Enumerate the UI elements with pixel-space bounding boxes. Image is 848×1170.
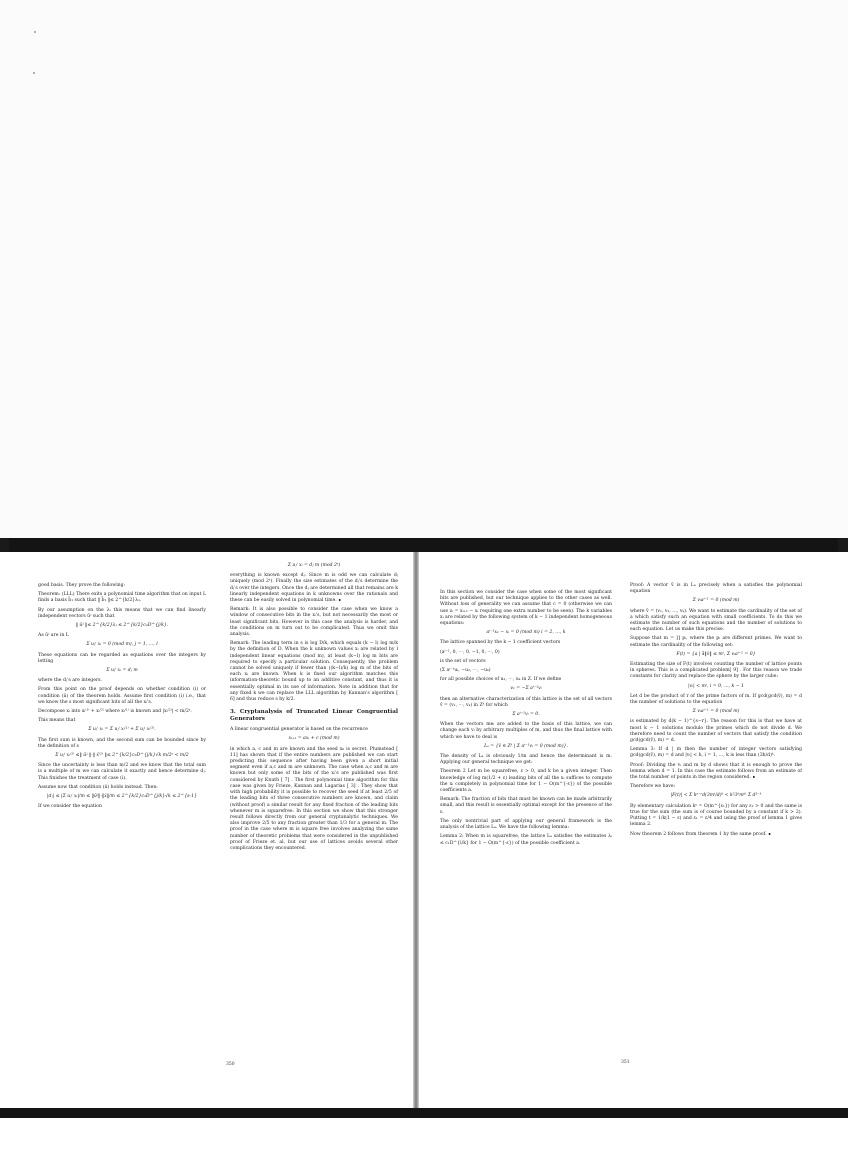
paragraph: everything is known except dⱼ. Since m is odd we can calculate dⱼ uniquely (mod 2ˢ). Finally the size estimates of the dⱼ's determine the dⱼ's over the integers. Once the dⱼ are determined all that remains are k linearly independent equations in k unknowns over the rationals and these can be easily solved in polynomial time. ∎ xyxy=(230,573,398,604)
paragraph: |dⱼ| ≤ |Σ uⱼⁱ xᵢ|/m ≤ ‖ūʲ‖·‖x̄‖/m ≤ 2^{k/2}c₂D^{j/k}√k ≤ 2^{s-1} xyxy=(47,794,197,800)
paragraph: (Σ aⁱ⁻¹uᵢ, −u₂, ⋯, −uₖ) xyxy=(440,668,491,674)
paragraph: |vᵢ| < mᵗ, i = 0, …, k − 1 xyxy=(688,683,744,689)
paragraph: The only nontrivial part of applying our general framework is the analysis of the lattice Lₐ. We have the following lemma: xyxy=(440,818,612,831)
paragraph: is estimated by d(k − 1)^{s−r}. The reason for this is that we have at most k − 1 solutions modulo the primes which do not divide d. We therefore need to count the number of vectors that satisfy the condition gcd(gcd(v̄), m) = d. xyxy=(630,719,802,744)
paragraph: Proof: Dividing the vᵢ and m by d shows that it is enough to prove the lemma when d = 1. In this case the estimate follows from an estimate of the total number of points in the region considered. ∎ xyxy=(630,762,802,781)
right-page-column-2 xyxy=(630,583,802,841)
scan-speck xyxy=(34,31,36,33)
paragraph: The lattice spanned by the k − 1 coefficient vectors xyxy=(440,640,561,646)
paragraph: (aⁱ⁻¹, 0, ⋯, 0, −1, 0, ⋯, 0) xyxy=(440,649,500,655)
paragraph: Therefore we have: xyxy=(630,784,676,790)
paragraph: If we consider the equation xyxy=(38,804,102,810)
paragraph: is the set of vectors xyxy=(440,658,486,664)
right-page-number: 351 xyxy=(621,1060,630,1065)
paragraph: This means that xyxy=(38,718,76,724)
paragraph: where v̄ = (v₁, v₂, …, vₖ). We want to estimate the cardinality of the set of a which satisfy such an equation with small coefficients. To do this we estimate the number of such equations and the number of solutions to each equation. Let us make this precise. xyxy=(630,608,802,633)
paragraph: then an alternative characterization of this lattice is the set of all vectors v̄ = (v₁, ⋯, vₖ) in Zᵏ for which xyxy=(440,696,612,708)
paragraph: The density of Lₐ is obviously 1/m and hence the determinant is m. Applying our general technique we get: xyxy=(440,754,612,766)
paragraph: From this point on the proof depends on whether condition (i) or condition (ii) of the theorem holds. Assume first condition (i) i.e., that we know the s most significant bits of all the xᵢ's. xyxy=(38,687,206,705)
scan-border-bottom xyxy=(0,1108,848,1118)
paragraph: Decompose xᵢ into xᵢ⁽¹⁾ + xᵢ⁽²⁾ where xᵢ⁽¹⁾ is known and |xᵢ⁽²⁾| < m/2ˢ. xyxy=(38,709,192,715)
blank-scan-bottom xyxy=(0,1118,848,1170)
paragraph: Let d be the product of r of the prime factors of m. If gcd(gcd(v̄), m) = d the number of solutions to the equation xyxy=(630,693,802,706)
paragraph: in which a, c and m are known and the seed x₀ is secret. Plumstead [ 11] has shown that if the entire numbers are published we can start predicting this sequence after having been given a short initial segment even if a,c and m are unknown. The case when a,c and m are known but only some of the bits of the xᵢ's are published was first considered by Knuth [ 7] . The first polynomial time algorithm for this case was given by Frieze, Kannan and Lagarias [ 3] . They show that with high probability it is possible to recover the seed if at least 2/5 of the leading bits of three consecutive numbers are known, and claim (without proof) a similar result for any fixed fraction of the leading bits whenever m is squarefree. In this section we show that this stronger result follows directly from our general cryptanalytic techniques. We also improve 2/5 to any fraction greater than 1/3 for a general m. The proof in the case where m is square free involves analyzing the same number of theoretic problems that were considered in the unpublished proof of Frieze et. al. but our use of lattices avoids several other complications they encountered. xyxy=(230,746,398,851)
paragraph: Σ uⱼⁱ xᵢ = Σ uⱼⁱ xᵢ⁽¹⁾ + Σ uⱼⁱ xᵢ⁽²⁾. xyxy=(88,727,156,733)
paragraph: These equations can be regarded as equations over the integers by letting xyxy=(38,652,206,664)
paragraph: F(t) = {a | ∃‖v̄‖ ≤ mᵗ, Σ vᵢaⁱ⁻¹ = 0} xyxy=(676,651,756,657)
paragraph: xᵢ₊₁ = axᵢ + c (mod m) xyxy=(288,736,340,742)
right-page-column-1 xyxy=(440,590,612,850)
paragraph: Σ uⱼⁱ xᵢ = 0 (mod m), j = 1, …, l xyxy=(86,642,158,648)
paragraph: Σ uⱼⁱ xᵢ = dⱼ m (mod 2ˢ) xyxy=(287,563,341,568)
paragraph: Lemma 3: If d | m then the number of integer vectors satisfying gcd(gcd(v̄), m) = d and |vᵢ| < h, i = 1, …, k is less than (3h/d)ᵏ. xyxy=(630,747,802,759)
left-page-column-1 xyxy=(38,583,206,813)
paragraph: Σ aⁱ⁻¹vᵢ = 0. xyxy=(512,712,540,718)
paragraph: |F(t)| < Σ kˢ⁻ʳd(3mᵗ/d)ᵏ < k²3ᵏmᵏᵗ Σ d¹⁻ᵏ xyxy=(670,793,762,799)
paragraph: As ūʲ are in L xyxy=(38,633,69,639)
paragraph: The first sum is known, and the second sum can be bounded since by the definition of s xyxy=(38,737,206,749)
paragraph: Proof: A vector v̄ is in Lₐ precisely when a satisfies the polynomial equation xyxy=(630,583,802,595)
paragraph: v₁ = −Σ aⁱ⁻¹vᵢ xyxy=(510,686,542,692)
paragraph: 3. Cryptanalysis of Truncated Linear Congruential Generators xyxy=(230,709,398,723)
paragraph: Estimating the size of F(t) involves counting the number of lattice points in spheres. This is a complicated problem[ 9] . For this reason we trade constants for clarity and replace the sphere by the larger cube: xyxy=(630,662,802,680)
paragraph: Remark: The leading term in s is log D/k, which equals (k − l) log m/k by the definition of D. When the k unknown values xᵢ are related by l independent linear equations (mod m), at least (k−l) log m bits are required to specify a particular solution. Consequently, the problem cannot be solved uniquely if fewer than ((k−l)/k) log m of the bits of each xᵢ are known. When k is fixed our algorithm matches this information-theoretic bound up to an additive constant, and thus it is essentially optimal in its use of information. Note in addition that for any fixed k we can replace the LLL algorithm by Kannan's algorithm [ 6] and thus reduce s by k/2. xyxy=(230,641,398,703)
paragraph: Now theorem 2 follows from theorem 1 by the same proof. ∎ xyxy=(630,831,772,837)
paragraph: By our assumption on the λᵢ this means that we can find linearly independent vectors ūʲ such that xyxy=(38,607,206,619)
blank-scan-area xyxy=(0,0,848,538)
paragraph: ‖ ūʲ ‖≤ 2^{k/2}λⱼ ≤ 2^{k/2}c₂D^{j/k}. xyxy=(75,623,169,629)
paragraph: aⁱ⁻¹x₁ − xᵢ = 0 (mod m) i = 2, …, k xyxy=(486,630,566,636)
scan-border-top xyxy=(0,538,848,552)
paragraph: Σ vᵢaⁱ⁻¹ = 0 (mod m) xyxy=(692,598,740,604)
paragraph: Theorem: (LLL) There exits a polynomial time algorithm that on input L finds a basis b̄₁ such that ‖ b̄₁ ‖≤ 2^{k/2}λ₁. xyxy=(38,592,206,604)
paragraph: Lₐ = {v̄ ∈ Zᵏ | Σ aⁱ⁻¹vᵢ = 0 (mod m)}. xyxy=(484,743,568,749)
paragraph: Lemma 2: When m is squarefree, the lattice Lₐ satisfies the estimates λᵢ ≤ c₁D^{i/k} for 1 − O(m^{-ε}) of the possible coefficient a. xyxy=(440,834,612,846)
paragraph: Remark: It is also possible to consider the case when we know a window of consecutive bits in the xᵢ's, but not necessarily the most or least significant bits. However in this case the analysis is harder, and the conditions on m turn out to be complicated. Thus we omit this analysis. xyxy=(230,607,398,638)
paragraph: where the dⱼ's are integers. xyxy=(38,678,102,684)
paragraph: A linear congruential generator is based on the recurrence xyxy=(230,727,368,733)
paragraph: By elementary calculation kˢ = O(m^{ε₁}) for any ε₁ > 0 and the same is true for the sum (the sum is of course bounded by a constant if k > 2). Putting t = 1/k(1 − ε) and ε₁ = ε/4 and using the proof of lemma 1 gives lemma 2. xyxy=(630,803,802,828)
paragraph: Assume now that condition (ii) holds instead. Then: xyxy=(38,784,158,790)
paragraph: Since the uncertainty is less than m/2 and we know that the total sum is a multiple of m we can calculate it exactly and hence determine dⱼ. This finishes the treatment of case (i). xyxy=(38,763,206,781)
paragraph: Remark: The fraction of bits that must be known can be made arbitrarily small, and this result is essentially optimal except for the presence of the ε. xyxy=(440,797,612,815)
paragraph: Σ uⱼⁱ xᵢ⁽²⁾ ≤‖ ūʲ ‖·‖ x̄⁽²⁾ ‖≤ 2^{k/2}c₂D^{j/k}√k m/2ˢ < m/2 xyxy=(55,753,189,759)
paragraph: In this section we consider the case when some of the most significant bits are published, but our technique applies to the other cases as well. Without loss of generality we can assume that c = 0 (otherwise we can use zᵢ = xᵢ₊₁ − xᵢ requiring one extra number to be seen). The k variables xᵢ are related by the following system of k − 1 independent homogeneous equations: xyxy=(440,590,612,627)
left-page-number: 350 xyxy=(226,1062,235,1067)
paragraph: Theorem 2 Let m be squarefree, ε > 0, and k be a given integer. Then knowledge of log m(1/2 + ε) leading bits of all the xᵢ suffices to compute the xᵢ completely in polynomial time for 1 − O(m^{-ε}) of the possible coefficients a. xyxy=(440,769,612,794)
scan-speck xyxy=(33,72,35,74)
paragraph: Σ vᵢaⁱ⁻¹ = 0 (mod m) xyxy=(692,709,740,715)
paragraph: Σ uⱼⁱ xᵢ = dⱼ m xyxy=(106,668,138,674)
book-gutter xyxy=(413,552,419,1108)
paragraph: good basis. They prove the following: xyxy=(38,583,126,588)
left-page-column-2 xyxy=(230,560,398,855)
paragraph: Suppose that m = ∏ pᵢ, where the pᵢ are different primes. We want to estimate the cardinality of the following set: xyxy=(630,636,802,648)
paragraph: When the vectors meᵢ are added to the basis of this lattice, we can change each vᵢ by arbitrary multiples of m, and thus the final lattice with which we have to deal is xyxy=(440,722,612,740)
paragraph: for all possible choices of u₂, ⋯, uₖ in Z. If we define xyxy=(440,677,562,683)
